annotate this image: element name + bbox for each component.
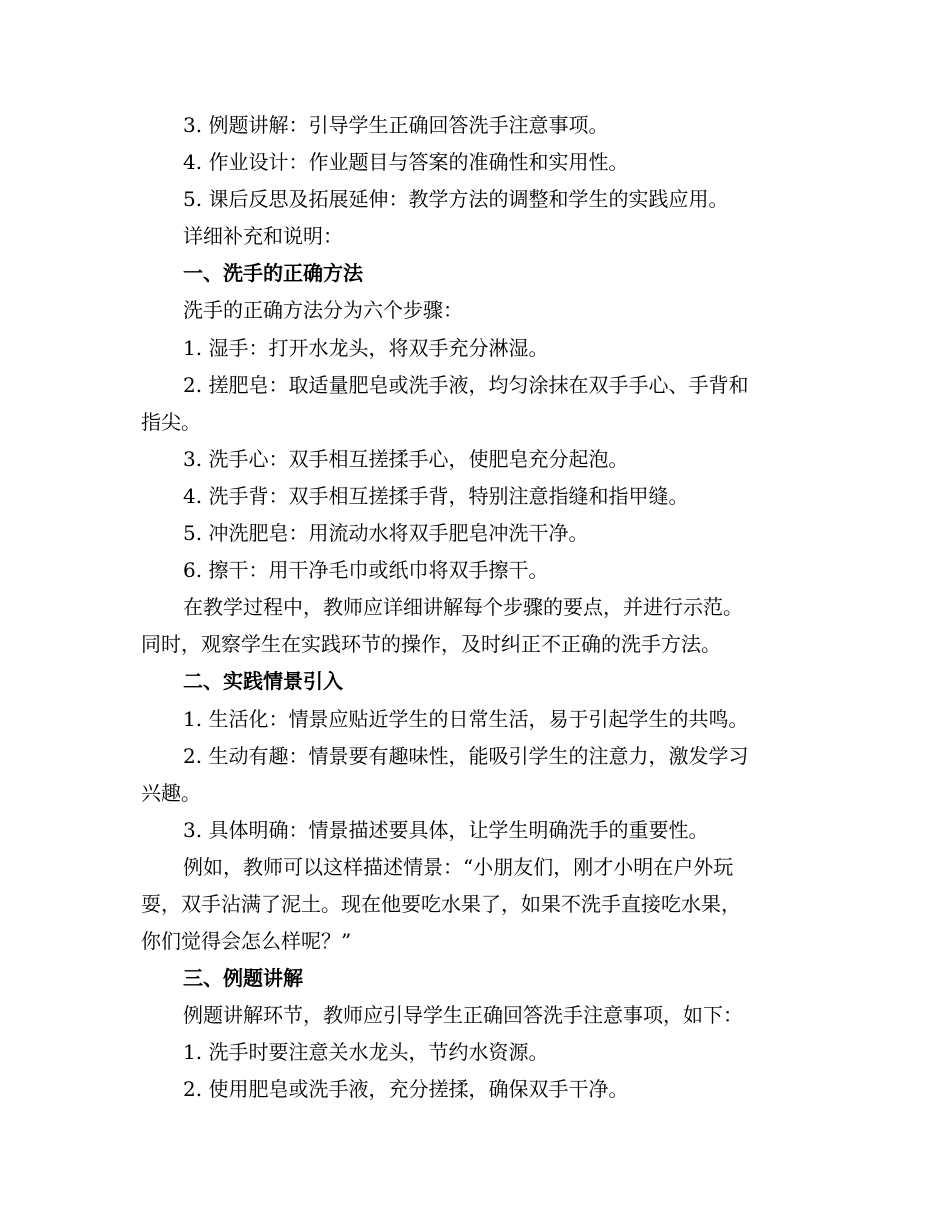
list-item: 3. 例题讲解：引导学生正确回答洗手注意事项。 [183, 113, 609, 137]
list-item: 5. 课后反思及拓展延伸：教学方法的调整和学生的实践应用。 [183, 187, 729, 212]
paragraph-continuation: 同时，观察学生在实践环节的操作，及时纠正不正确的洗手方法。 [141, 632, 721, 657]
list-item: 1. 洗手时要注意关水龙头，节约水资源。 [183, 1040, 549, 1065]
list-item: 2. 使用肥皂或洗手液，充分搓揉，确保双手干净。 [183, 1077, 629, 1102]
paragraph: 例如，教师可以这样描述情景：“小朋友们，刚才小明在户外玩 [183, 854, 734, 879]
list-item: 3. 具体明确：情景描述要具体，让学生明确洗手的重要性。 [183, 817, 709, 842]
list-item: 1. 生活化：情景应贴近学生的日常生活，易于引起学生的共鸣。 [183, 706, 749, 731]
list-item: 6. 擦干：用干净毛巾或纸巾将双手擦干。 [183, 558, 549, 583]
section-heading: 三、例题讲解 [183, 966, 303, 991]
list-item: 4. 洗手背：双手相互搓揉手背，特别注意指缝和指甲缝。 [183, 483, 689, 508]
list-item: 4. 作业设计：作业题目与答案的准确性和实用性。 [183, 150, 629, 175]
list-item: 2. 搓肥皂：取适量肥皂或洗手液，均匀涂抹在双手手心、手背和 [183, 372, 749, 397]
paragraph: 洗手的正确方法分为六个步骤： [183, 298, 463, 323]
section-heading: 一、洗手的正确方法 [183, 261, 363, 286]
paragraph: 例题讲解环节，教师应引导学生正确回答洗手注意事项，如下： [183, 1003, 743, 1028]
paragraph: 详细补充和说明： [183, 224, 343, 249]
list-item: 2. 生动有趣：情景要有趣味性，能吸引学生的注意力，激发学习 [183, 743, 749, 768]
list-item-continuation: 兴趣。 [141, 780, 201, 805]
list-item: 1. 湿手：打开水龙头，将双手充分淋湿。 [183, 335, 549, 360]
paragraph-continuation: 耍，双手沾满了泥土。现在他要吃水果了，如果不洗手直接吃水果， [141, 891, 741, 916]
list-item: 3. 洗手心：双手相互搓揉手心，使肥皂充分起泡。 [183, 446, 629, 471]
paragraph: 在教学过程中，教师应详细讲解每个步骤的要点，并进行示范。 [183, 595, 743, 620]
list-item-continuation: 指尖。 [141, 409, 201, 434]
document-body [141, 107, 809, 1109]
list-item: 5. 冲洗肥皂：用流动水将双手肥皂冲洗干净。 [183, 521, 589, 546]
section-heading: 二、实践情景引入 [183, 669, 343, 694]
paragraph-continuation: 你们觉得会怎么样呢？” [141, 929, 352, 954]
